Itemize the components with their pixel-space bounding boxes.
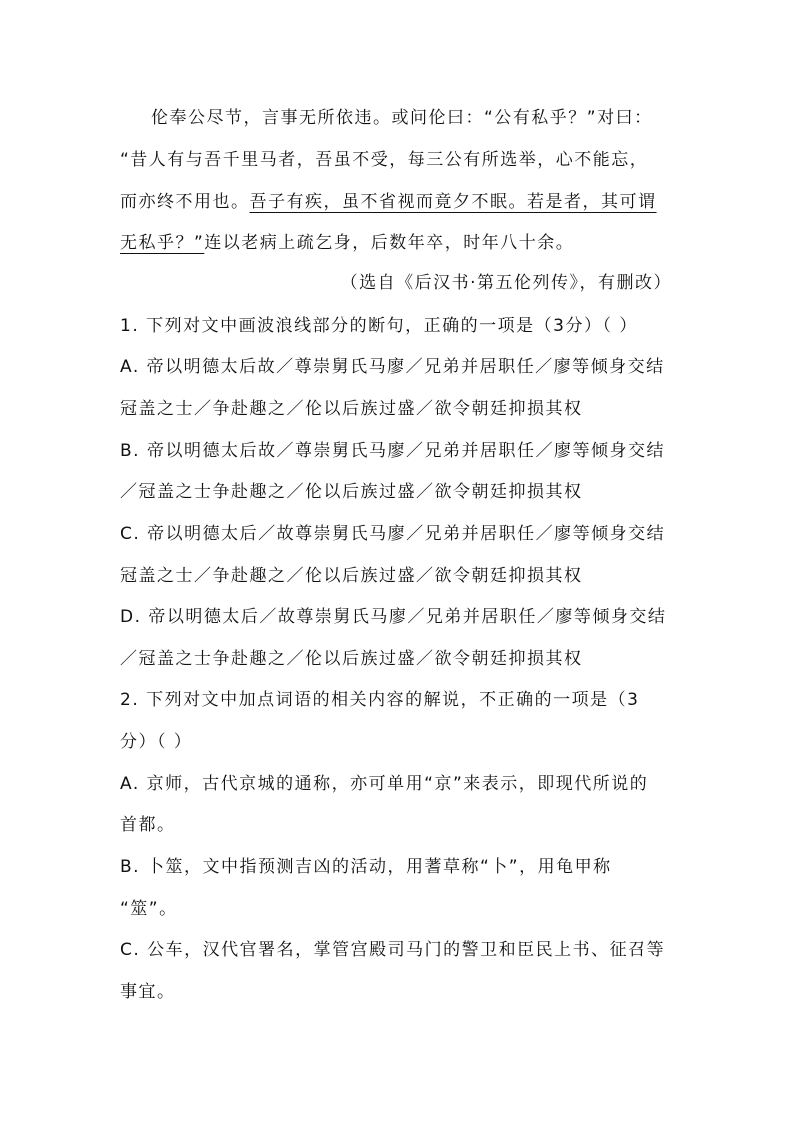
question-1-option-c-line-1: C. 帝以明德太后／故尊崇舅氏马廖／兄弟并居职任／廖等倾身交结	[120, 524, 666, 544]
question-2-option-b-line-1: B. 卜筮，文中指预测吉凶的活动，用蓍草称“卜”，用龟甲称	[120, 857, 612, 877]
question-2-option-b-line-2: “筮”。	[120, 899, 178, 919]
passage-line-4-plain: 连以老病上疏乞身，后数年卒，时年八十余。	[204, 233, 575, 253]
passage-line-2: “昔人有与吾千里马者，吾虽不受，每三公有所选举，心不能忘，	[120, 150, 649, 170]
question-2-stem-line-1: 2. 下列对文中加点词语的相关内容的解说，不正确的一项是（3	[120, 690, 640, 710]
passage-source: （选自《后汉书·第五伦列传》，有删改）	[340, 273, 672, 293]
question-1-option-c-line-2: 冠盖之士／争赴趣之／伦以后族过盛／欲令朝廷抑损其权	[120, 566, 583, 586]
question-2-option-a-line-1: A. 京师，古代京城的通称，亦可单用“京”来表示，即现代所说的	[120, 774, 649, 794]
passage-line-4	[120, 231, 672, 255]
question-2-stem-line-2: 分）（ ）	[120, 732, 193, 752]
underlined-sentence-part-1: 吾子有疾，虽不省视而竟夕不眠。若是者，其可谓	[249, 192, 657, 212]
passage-line-3	[120, 190, 672, 214]
question-1-option-a-line-2: 冠盖之士／争赴趣之／伦以后族过盛／欲令朝廷抑损其权	[120, 399, 583, 419]
question-1-stem: 1. 下列对文中画波浪线部分的断句，正确的一项是（3分）（ ）	[120, 316, 638, 336]
question-1-option-b-line-1: B. 帝以明德太后故／尊崇舅氏马廖／兄弟并居职任／廖等倾身交结	[120, 441, 665, 461]
underlined-sentence-part-2: 无私乎？”	[120, 233, 205, 253]
question-1-option-d-line-2: ／冠盖之士争赴趣之／伦以后族过盛／欲令朝廷抑损其权	[120, 649, 583, 669]
question-1-option-b-line-2: ／冠盖之士争赴趣之／伦以后族过盛／欲令朝廷抑损其权	[120, 482, 583, 502]
question-1-option-d-line-1: D. 帝以明德太后／故尊崇舅氏马廖／兄弟并居职任／廖等倾身交结	[120, 607, 667, 627]
question-1-option-a-line-1: A. 帝以明德太后故／尊崇舅氏马廖／兄弟并居职任／廖等倾身交结	[120, 357, 665, 377]
passage-line-3-plain: 而亦终不用也。	[120, 192, 250, 212]
question-2-option-c-line-2: 事宜。	[120, 982, 176, 1002]
question-2-option-c-line-1: C. 公车，汉代官署名，掌管宫殿司马门的警卫和臣民上书、征召等	[120, 940, 666, 960]
question-2-option-a-line-2: 首都。	[120, 815, 176, 835]
passage-line-1: 伦奉公尽节，言事无所依违。或问伦曰：“公有私乎？”对曰：	[151, 108, 653, 128]
